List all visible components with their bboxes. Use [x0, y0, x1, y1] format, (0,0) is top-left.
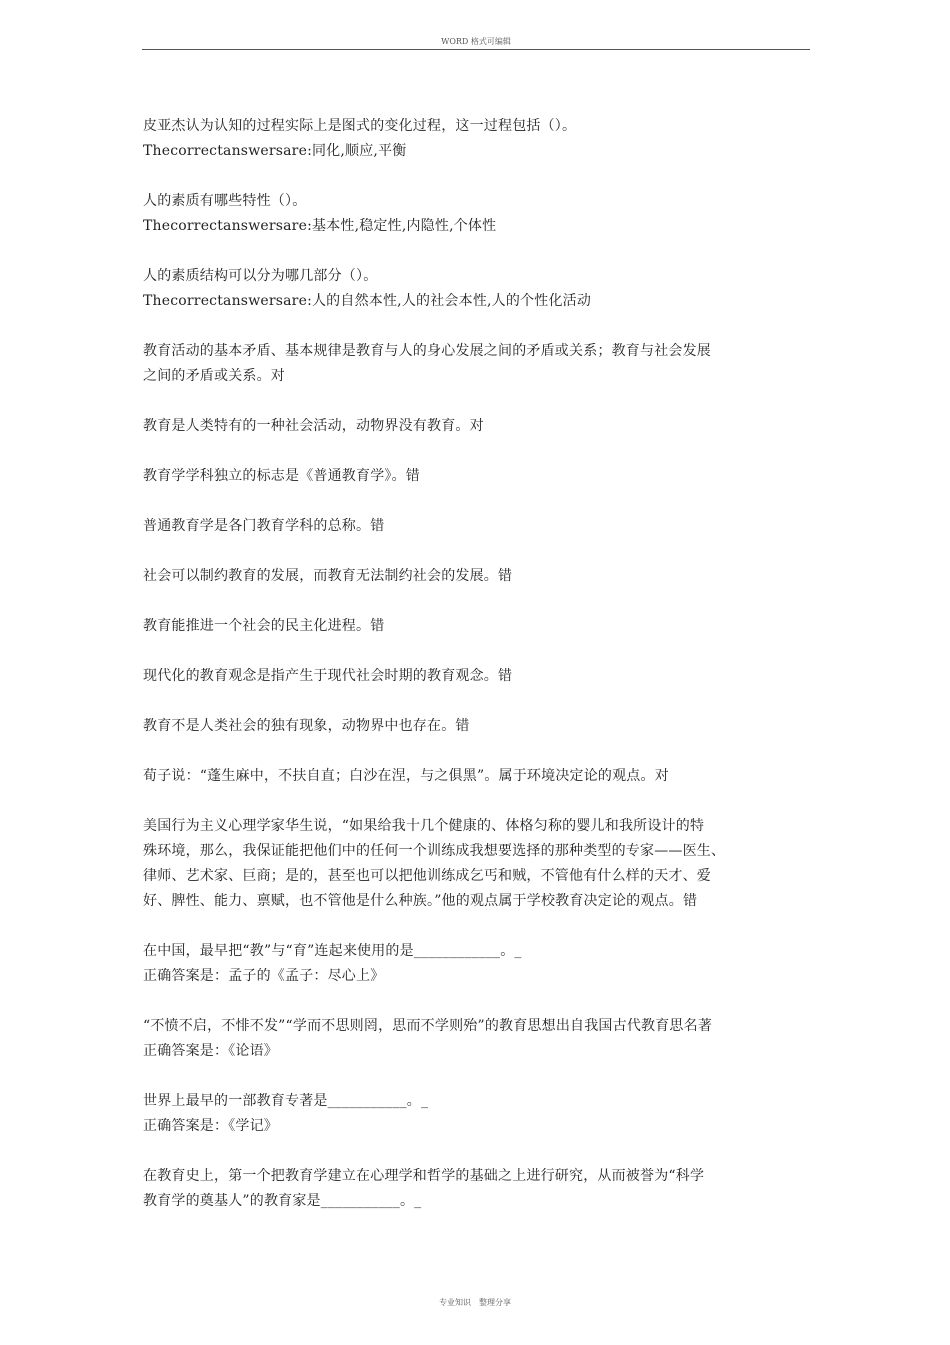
text-line: 人的素质有哪些特性（）。: [143, 193, 307, 209]
question-item: [143, 339, 823, 389]
text-line: 皮亚杰认为认知的过程实际上是图式的变化过程，这一过程包括（）。: [143, 118, 577, 134]
text-line: 在中国，最早把“教”与“育”连起来使用的是____________。_: [143, 943, 522, 959]
text-line: 教育能推进一个社会的民主化进程。错: [143, 618, 385, 634]
text-line: “不愤不启，不悱不发”“学而不思则罔，思而不学则殆”的教育思想出自我国古代教育思名著: [143, 1018, 713, 1034]
question-item: [143, 464, 823, 489]
text-line: 之间的矛盾或关系。对: [143, 368, 285, 384]
text-line: 正确答案是：孟子的《孟子：尽心上》: [143, 968, 385, 984]
question-item: [143, 1089, 823, 1139]
text-line: 荀子说：“蓬生麻中，不扶自直；白沙在涅，与之俱黑”。属于环境决定论的观点。对: [143, 768, 669, 784]
question-item: [143, 614, 823, 639]
text-line: 教育学的奠基人”的教育家是___________。_: [143, 1193, 422, 1209]
text-line: 世界上最早的一部教育专著是___________。_: [143, 1093, 429, 1109]
page-footer: 专业知识 整理分享: [439, 1298, 511, 1307]
question-item: [143, 939, 823, 989]
text-line: 在教育史上，第一个把教育学建立在心理学和哲学的基础之上进行研究，从而被誉为“科学: [143, 1168, 705, 1184]
question-item: [143, 114, 823, 164]
text-line: Thecorrectanswersare:同化,顺应,平衡: [143, 143, 407, 159]
text-line: 正确答案是：《论语》: [143, 1043, 278, 1059]
question-item: [143, 814, 823, 914]
text-line: 社会可以制约教育的发展，而教育无法制约社会的发展。错: [143, 568, 513, 584]
text-line: Thecorrectanswersare:基本性,稳定性,内隐性,个体性: [143, 218, 497, 234]
question-item: [143, 1164, 823, 1214]
text-line: 教育不是人类社会的独有现象，动物界中也存在。错: [143, 718, 470, 734]
question-item: [143, 264, 823, 314]
document-body: [143, 114, 823, 1239]
text-line: 现代化的教育观念是指产生于现代社会时期的教育观念。错: [143, 668, 513, 684]
text-line: 教育学学科独立的标志是《普通教育学》。错: [143, 468, 420, 484]
text-line: 教育活动的基本矛盾、基本规律是教育与人的身心发展之间的矛盾或关系；教育与社会发展: [143, 343, 711, 359]
question-item: [143, 564, 823, 589]
text-line: 美国行为主义心理学家华生说，“如果给我十几个健康的、体格匀称的婴儿和我所设计的特: [143, 818, 705, 834]
text-line: 殊环境，那么，我保证能把他们中的任何一个训练成我想要选择的那种类型的专家——医生、: [143, 843, 726, 859]
question-item: [143, 189, 823, 239]
question-item: [143, 664, 823, 689]
question-item: [143, 414, 823, 439]
text-line: 教育是人类特有的一种社会活动，动物界没有教育。对: [143, 418, 484, 434]
text-line: 正确答案是：《学记》: [143, 1118, 278, 1134]
question-item: [143, 764, 823, 789]
text-line: 好、脾性、能力、禀赋，也不管他是什么种族。”他的观点属于学校教育决定论的观点。错: [143, 893, 698, 909]
text-line: 律师、艺术家、巨商；是的，甚至也可以把他训练成乞丐和贼，不管他有什么样的天才、爱: [143, 868, 711, 884]
text-line: Thecorrectanswersare:人的自然本性,人的社会本性,人的个性化活动: [143, 293, 592, 309]
page-header: WORD 格式可编辑: [142, 36, 810, 50]
text-line: 普通教育学是各门教育学科的总称。错: [143, 518, 385, 534]
text-line: 人的素质结构可以分为哪几部分（）。: [143, 268, 378, 284]
question-item: [143, 514, 823, 539]
question-item: [143, 714, 823, 739]
question-item: [143, 1014, 823, 1064]
